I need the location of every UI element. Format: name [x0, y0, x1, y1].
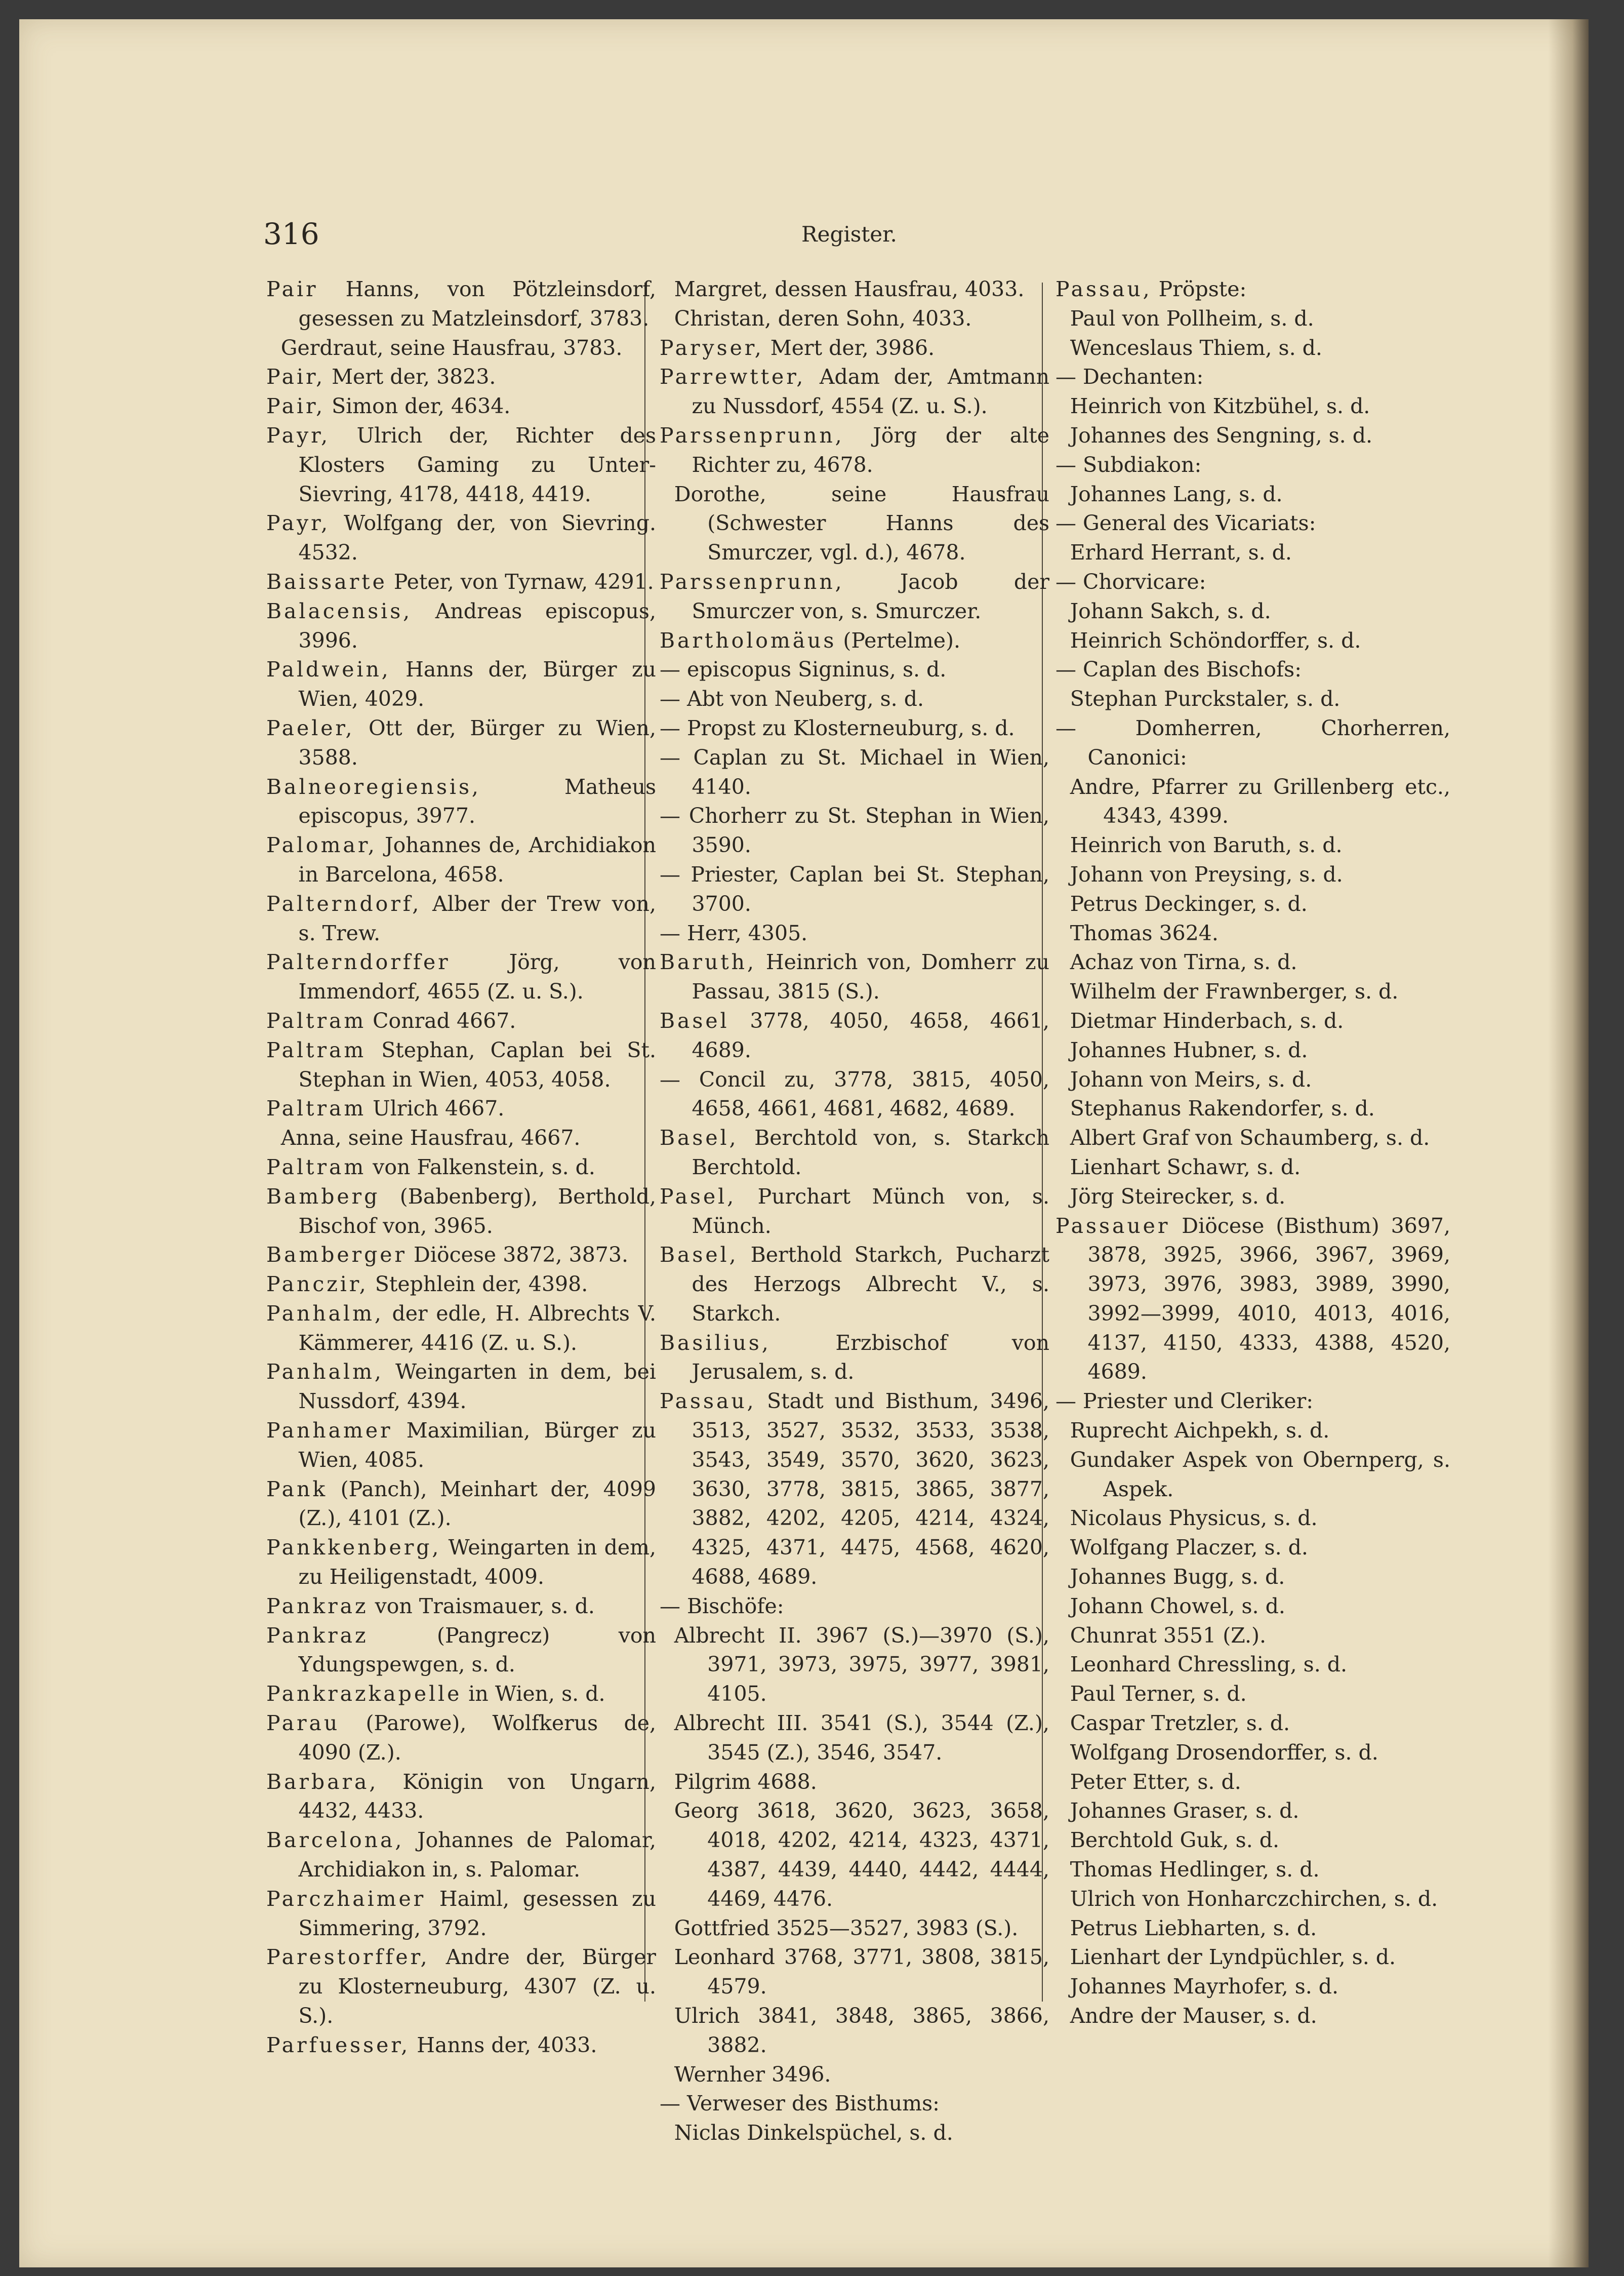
- entry-text: Johann Sakch, s. d.: [1070, 598, 1271, 623]
- index-column-left: [266, 275, 656, 2060]
- entry-text: Jörg der alte Richter zu, 4678.: [692, 423, 1049, 477]
- entry-text: Heinrich Schöndorffer, s. d.: [1070, 628, 1361, 653]
- index-subentry: [660, 2119, 1049, 2148]
- entry-text: — Priester, Caplan bei St. Stephan, 3700.: [660, 862, 1049, 916]
- index-subentry: [660, 1796, 1049, 1913]
- entry-keyword: Basel,: [660, 1243, 739, 1267]
- entry-keyword: Payr,: [266, 511, 331, 536]
- index-subentry: [1055, 1153, 1450, 1182]
- index-subentry: [1055, 1768, 1450, 1797]
- index-subentry: [1055, 1709, 1450, 1738]
- index-entry: [1055, 714, 1450, 773]
- entry-keyword: Pankraz: [266, 1593, 369, 1618]
- index-entry: [266, 363, 656, 392]
- index-subentry: [1055, 1592, 1450, 1621]
- entry-text: Diöcese 3872, 3873.: [407, 1243, 628, 1267]
- entry-text: Weingarten in dem, zu Heiligenstadt, 4009.: [298, 1535, 656, 1589]
- index-entry: [266, 1475, 656, 1534]
- index-entry: [660, 1007, 1049, 1065]
- index-subentry: [1055, 1036, 1450, 1065]
- index-entry: [266, 1153, 656, 1182]
- entry-text: — episcopus Signinus, s. d.: [660, 657, 947, 682]
- entry-keyword: Baissarte: [266, 569, 387, 594]
- entry-text: Leonhard Chressling, s. d.: [1070, 1652, 1348, 1677]
- entry-keyword: Parfuesser,: [266, 2032, 411, 2057]
- entry-text: (Parowe), Wolfkerus de, 4090 (Z.).: [298, 1711, 656, 1765]
- entry-text: Albrecht III. 3541 (S.), 3544 (Z.), 3545 (Z.), 3546, 3547.: [674, 1711, 1049, 1765]
- index-entry: [1055, 509, 1450, 538]
- entry-keyword: Balacensis,: [266, 598, 413, 623]
- entry-text: Johannes Lang, s. d.: [1070, 482, 1283, 506]
- entry-text: Albrecht II. 3967 (S.)—3970 (S.), 3971, 3973, 3975, 3977, 3981, 4105.: [674, 1623, 1049, 1706]
- index-subentry: [1055, 2002, 1450, 2031]
- entry-text: Petrus Deckinger, s. d.: [1070, 891, 1308, 916]
- page-number: 316: [263, 217, 319, 251]
- entry-text: (Pertelme).: [836, 628, 961, 653]
- entry-text: Heinrich von, Domherr zu Passau, 3815 (S.).: [692, 950, 1049, 1004]
- entry-text: — Abt von Neuberg, s. d.: [660, 687, 924, 711]
- index-subentry: [1055, 1885, 1450, 1914]
- entry-text: Christan, deren Sohn, 4033.: [674, 306, 972, 331]
- index-entry: [266, 1007, 656, 1036]
- entry-keyword: Barcelona,: [266, 1828, 404, 1853]
- entry-text: Caspar Tretzler, s. d.: [1070, 1711, 1290, 1736]
- entry-text: Thomas 3624.: [1070, 921, 1219, 945]
- entry-text: Johannes Mayrhofer, s. d.: [1070, 1974, 1339, 1999]
- index-entry: [660, 626, 1049, 656]
- entry-text: Dorothe, seine Hausfrau (Schwester Hanns des Smurczer, vgl. d.), 4678.: [674, 482, 1049, 565]
- entry-text: Johannes des Sengning, s. d.: [1070, 423, 1373, 448]
- entry-text: (Panch), Meinhart der, 4099 (Z.), 4101 (Z.).: [298, 1476, 656, 1531]
- entry-keyword: Parau: [266, 1711, 340, 1736]
- index-entry: [266, 1826, 656, 1885]
- entry-keyword: Bamberg: [266, 1184, 380, 1209]
- index-subentry: [1055, 1094, 1450, 1124]
- entry-text: Johann von Meirs, s. d.: [1070, 1067, 1312, 1092]
- entry-text: Ruprecht Aichpekh, s. d.: [1070, 1418, 1330, 1443]
- entry-text: — Chorvicare:: [1055, 569, 1206, 594]
- index-entry: [1055, 655, 1450, 685]
- index-subentry: [1055, 1738, 1450, 1768]
- entry-text: Pilgrim 4688.: [674, 1769, 817, 1794]
- index-entry: [266, 714, 656, 773]
- entry-keyword: Palomar,: [266, 833, 377, 858]
- index-entry: [660, 568, 1049, 626]
- entry-text: Erhard Herrant, s. d.: [1070, 540, 1292, 565]
- entry-text: Gerdraut, seine Hausfrau, 3783.: [280, 335, 623, 360]
- entry-text: Stephanus Rakendorfer, s. d.: [1070, 1096, 1375, 1121]
- entry-keyword: Barbara,: [266, 1769, 379, 1794]
- entry-keyword: Palterndorf,: [266, 891, 422, 916]
- entry-text: Wolfgang der, von Sievring. 4532.: [298, 511, 656, 565]
- index-column-middle: [660, 275, 1049, 2148]
- entry-text: Berchtold Guk, s. d.: [1070, 1828, 1280, 1853]
- entry-text: Paul von Pollheim, s. d.: [1070, 306, 1314, 331]
- index-entry: [266, 1094, 656, 1124]
- index-subentry: [1055, 1826, 1450, 1855]
- entry-text: Thomas Hedlinger, s. d.: [1070, 1857, 1320, 1882]
- entry-keyword: Baruth,: [660, 950, 756, 975]
- entry-text: Mert der, 3823.: [325, 365, 496, 389]
- entry-keyword: Bartholomäus: [660, 628, 837, 653]
- index-subentry: [660, 304, 1049, 334]
- index-subentry: [660, 275, 1049, 304]
- entry-text: Wenceslaus Thiem, s. d.: [1070, 335, 1322, 360]
- entry-text: Wilhelm der Frawnberger, s. d.: [1070, 979, 1399, 1004]
- entry-keyword: Basel: [660, 1008, 729, 1033]
- index-subentry: [660, 1768, 1049, 1797]
- entry-keyword: Parssenprunn,: [660, 569, 844, 594]
- index-entry: [660, 948, 1049, 1007]
- entry-text: Weingarten in dem, bei Nussdorf, 4394.: [298, 1360, 656, 1414]
- index-entry: [660, 334, 1049, 363]
- index-subentry: [1055, 1914, 1450, 1943]
- index-subentry: [1055, 1446, 1450, 1504]
- index-entry: [266, 1768, 656, 1826]
- entry-text: — Propst zu Klosterneuburg, s. d.: [660, 715, 1015, 740]
- entry-text: Andre der, Bürger zu Klosterneuburg, 4307 (Z. u. S.).: [298, 1945, 656, 2028]
- entry-text: Matheus episcopus, 3977.: [298, 774, 656, 828]
- index-subentry: [1055, 392, 1450, 421]
- index-subentry: [1055, 1563, 1450, 1592]
- entry-keyword: Paltram: [266, 1008, 367, 1033]
- entry-text: Haiml, gesessen zu Simmering, 3792.: [298, 1886, 656, 1940]
- index-subentry: [1055, 685, 1450, 714]
- index-subentry: [1055, 538, 1450, 568]
- entry-text: Simon der, 4634.: [325, 394, 511, 419]
- entry-text: Pröpste:: [1152, 277, 1247, 301]
- entry-keyword: Pankkenberg,: [266, 1535, 441, 1560]
- index-entry: [660, 1592, 1049, 1621]
- index-entry: [266, 509, 656, 568]
- index-subentry: [660, 2060, 1049, 2090]
- index-entry: [1055, 275, 1450, 304]
- index-entry: [1055, 568, 1450, 597]
- entry-text: Lienhart der Lyndpüchler, s. d.: [1070, 1945, 1396, 1970]
- index-entry: [266, 1943, 656, 2030]
- entry-text: — General des Vicariats:: [1055, 511, 1316, 536]
- index-subentry: [1055, 773, 1450, 831]
- entry-text: Alber der Trew von, s. Trew.: [298, 891, 656, 945]
- entry-text: der edle, H. Albrechts V. Kämmerer, 4416 (Z. u. S.).: [298, 1301, 656, 1355]
- index-entry: [660, 743, 1049, 802]
- entry-keyword: Pank: [266, 1476, 328, 1501]
- index-subentry: [1055, 626, 1450, 656]
- index-entry: [266, 1709, 656, 1768]
- index-entry: [266, 392, 656, 421]
- index-subentry: [266, 1124, 656, 1153]
- index-column-right: [1055, 275, 1450, 2031]
- index-subentry: [1055, 1007, 1450, 1036]
- index-entry: [660, 919, 1049, 948]
- entry-text: von Traismauer, s. d.: [368, 1593, 595, 1618]
- entry-text: — Subdiakon:: [1055, 452, 1202, 477]
- index-subentry: [1055, 1621, 1450, 1651]
- entry-keyword: Bamberger: [266, 1243, 407, 1267]
- entry-keyword: Payr,: [266, 423, 331, 448]
- index-subentry: [1055, 977, 1450, 1007]
- index-entry: [266, 1036, 656, 1095]
- index-entry: [266, 890, 656, 948]
- index-subentry: [1055, 1504, 1450, 1533]
- index-subentry: [1055, 919, 1450, 948]
- entry-text: Johannes de Palomar, Archidiakon in, s. Palomar.: [298, 1828, 656, 1882]
- index-entry: [660, 421, 1049, 480]
- entry-keyword: Paryser,: [660, 335, 764, 360]
- index-subentry: [1055, 1533, 1450, 1563]
- index-subentry: [1055, 1943, 1450, 1972]
- entry-keyword: Pasel,: [660, 1184, 737, 1209]
- index-entry: [266, 1533, 656, 1592]
- entry-text: Ott der, Bürger zu Wien, 3588.: [298, 715, 656, 770]
- entry-text: Andre, Pfarrer zu Grillenberg etc., 4343, 4399.: [1070, 774, 1450, 828]
- index-entry: [660, 1241, 1049, 1328]
- entry-keyword: Pair: [266, 277, 318, 301]
- index-entry: [266, 275, 656, 334]
- entry-text: Jörg Steirecker, s. d.: [1070, 1184, 1286, 1209]
- entry-text: Stephan Purckstaler, s. d.: [1070, 687, 1341, 711]
- entry-text: Peter, von Tyrnaw, 4291.: [387, 569, 654, 594]
- entry-text: in Wien, s. d.: [462, 1682, 605, 1706]
- entry-keyword: Pair,: [266, 394, 326, 419]
- entry-text: Achaz von Tirna, s. d.: [1070, 950, 1297, 975]
- entry-text: Maximilian, Bürger zu Wien, 4085.: [298, 1418, 656, 1472]
- entry-text: Hanns der, 4033.: [410, 2032, 597, 2057]
- entry-text: Lienhart Schawr, s. d.: [1070, 1154, 1301, 1179]
- index-subentry: [660, 1709, 1049, 1768]
- entry-keyword: Pair,: [266, 365, 326, 389]
- index-entry: [266, 1357, 656, 1416]
- index-subentry: [1055, 480, 1450, 509]
- entry-text: 3778, 4050, 4658, 4661, 4689.: [692, 1008, 1049, 1062]
- entry-text: — Priester und Cleriker:: [1055, 1389, 1314, 1414]
- entry-text: — Verweser des Bisthums:: [660, 2091, 940, 2116]
- index-entry: [266, 1241, 656, 1270]
- entry-text: Albert Graf von Schaumberg, s. d.: [1070, 1126, 1430, 1150]
- index-subentry: [660, 1914, 1049, 1943]
- entry-keyword: Panhalm,: [266, 1360, 384, 1384]
- entry-keyword: Passau,: [1055, 277, 1152, 301]
- entry-text: Diöcese (Bisthum) 3697, 3878, 3925, 3966, 3967, 3969, 3973, 3976, 3983, 3989, 3990, 3992—3999, 4010, 4013, 4016, 4137, 4150, 4333, 4388, 4520, 4689.: [1087, 1213, 1450, 1384]
- entry-text: von Falkenstein, s. d.: [366, 1154, 595, 1179]
- entry-text: Margret, dessen Hausfrau, 4033.: [674, 277, 1025, 301]
- index-entry: [266, 1416, 656, 1475]
- entry-keyword: Basel,: [660, 1126, 739, 1150]
- index-subentry: [1055, 890, 1450, 919]
- index-entry: [266, 948, 656, 1007]
- index-subentry: [1055, 1972, 1450, 2002]
- index-subentry: [1055, 1124, 1450, 1153]
- index-entry: [266, 597, 656, 656]
- index-subentry: [1055, 1065, 1450, 1095]
- entry-keyword: Balneoregiensis,: [266, 774, 481, 799]
- entry-text: Peter Etter, s. d.: [1070, 1769, 1241, 1794]
- entry-text: Hanns, von Pötzleinsdorf, gesessen zu Matzleinsdorf, 3783.: [298, 277, 656, 331]
- index-subentry: [1055, 1650, 1450, 1680]
- entry-text: Andre der Mauser, s. d.: [1070, 2004, 1317, 2028]
- index-subentry: [660, 480, 1049, 568]
- entry-text: Wernher 3496.: [674, 2062, 831, 2087]
- entry-keyword: Panhalm,: [266, 1301, 384, 1326]
- index-entry: [266, 1299, 656, 1358]
- entry-text: Johannes Bugg, s. d.: [1070, 1565, 1285, 1589]
- entry-text: (Pangrecz) von Ydungspewgen, s. d.: [298, 1623, 656, 1677]
- entry-text: Niclas Dinkelspüchel, s. d.: [674, 2121, 953, 2145]
- index-entry: [266, 1182, 656, 1241]
- book-page: [19, 19, 1589, 2267]
- entry-keyword: Paltram: [266, 1096, 367, 1121]
- index-entry: [660, 1065, 1049, 1124]
- entry-text: — Bischöfe:: [660, 1593, 784, 1618]
- entry-keyword: Panczir,: [266, 1272, 369, 1297]
- entry-keyword: Parssenprunn,: [660, 423, 844, 448]
- index-entry: [660, 1124, 1049, 1182]
- entry-text: Ulrich 3841, 3848, 3865, 3866, 3882.: [674, 2004, 1049, 2057]
- index-entry: [660, 2089, 1049, 2119]
- entry-text: Georg 3618, 3620, 3623, 3658, 4018, 4202, 4214, 4323, 4371, 4387, 4439, 4440, 4442, 4444, 4469, 4476.: [674, 1799, 1049, 1911]
- entry-text: (Babenberg), Berthold, Bischof von, 3965.: [298, 1184, 656, 1238]
- entry-text: Jacob der Smurczer von, s. Smurczer.: [692, 569, 1049, 623]
- entry-text: Anna, seine Hausfrau, 4667.: [280, 1126, 581, 1150]
- entry-keyword: Parczhaimer: [266, 1886, 426, 1911]
- entry-text: Leonhard 3768, 3771, 3808, 3815, 4579.: [674, 1945, 1049, 1999]
- entry-text: Chunrat 3551 (Z.).: [1070, 1623, 1267, 1648]
- index-entry: [266, 1621, 656, 1680]
- entry-text: Stephan, Caplan bei St. Stephan in Wien, 4053, 4058.: [298, 1037, 656, 1092]
- entry-text: Wolfgang Drosendorffer, s. d.: [1070, 1740, 1378, 1765]
- entry-text: Heinrich von Baruth, s. d.: [1070, 833, 1343, 858]
- entry-keyword: Pankrazkapelle: [266, 1682, 462, 1706]
- index-entry: [1055, 1387, 1450, 1416]
- index-entry: [660, 685, 1049, 714]
- entry-text: Johannes Graser, s. d.: [1070, 1799, 1300, 1823]
- index-entry: [266, 1680, 656, 1709]
- entry-text: Stephlein der, 4398.: [368, 1272, 588, 1297]
- entry-text: Johann Chowel, s. d.: [1070, 1593, 1285, 1618]
- entry-text: Nicolaus Physicus, s. d.: [1070, 1506, 1318, 1531]
- entry-text: Hanns der, Bürger zu Wien, 4029.: [298, 657, 656, 711]
- index-subentry: [1055, 597, 1450, 626]
- index-entry: [1055, 363, 1450, 392]
- entry-text: — Domherren, Chorherren, Canonici:: [1055, 715, 1450, 770]
- index-entry: [660, 860, 1049, 919]
- entry-keyword: Passau,: [660, 1389, 756, 1414]
- index-entry: [1055, 451, 1450, 480]
- index-subentry: [660, 1621, 1049, 1709]
- entry-text: Berthold Starkch, Pucharzt des Herzogs Albrecht V., s. Starkch.: [692, 1243, 1049, 1326]
- entry-text: — Caplan zu St. Michael in Wien, 4140.: [660, 745, 1049, 799]
- index-entry: [266, 568, 656, 597]
- entry-keyword: Panhamer: [266, 1418, 393, 1443]
- index-subentry: [1055, 1680, 1450, 1709]
- entry-text: Andreas episcopus, 3996.: [298, 598, 656, 653]
- entry-text: Stadt und Bisthum, 3496, 3513, 3527, 3532, 3533, 3538, 3543, 3549, 3570, 3620, 3623, 3630, 3778, 3815, 3865, 3877, 3882, 4202, 4205, 4214, 4324, 4325, 4371, 4475, 4568, 4620, 4688, 4689.: [692, 1389, 1049, 1589]
- index-entry: [266, 421, 656, 509]
- index-entry: [660, 802, 1049, 860]
- entry-text: Mert der, 3986.: [763, 335, 935, 360]
- entry-text: Berchtold von, s. Starkch Berchtold.: [692, 1126, 1049, 1179]
- index-entry: [266, 2031, 656, 2060]
- index-entry: [660, 714, 1049, 743]
- index-entry: [1055, 1212, 1450, 1387]
- entry-text: Johannes de, Archidiakon in Barcelona, 4658.: [298, 833, 656, 887]
- entry-text: Ulrich von Honharczchirchen, s. d.: [1070, 1886, 1438, 1911]
- entry-text: Heinrich von Kitzbühel, s. d.: [1070, 394, 1370, 419]
- entry-text: Ulrich 4667.: [366, 1096, 505, 1121]
- index-entry: [266, 1270, 656, 1299]
- entry-keyword: Paltram: [266, 1037, 367, 1062]
- index-subentry: [1055, 334, 1450, 363]
- entry-keyword: Pankraz: [266, 1623, 369, 1648]
- entry-text: — Dechanten:: [1055, 365, 1204, 389]
- running-head: Register.: [801, 222, 897, 247]
- index-entry: [660, 1329, 1049, 1387]
- index-entry: [660, 1182, 1049, 1241]
- entry-text: Jörg, von Immendorf, 4655 (Z. u. S.).: [298, 950, 656, 1004]
- entry-text: Conrad 4667.: [366, 1008, 516, 1033]
- entry-keyword: Parestorffer,: [266, 1945, 430, 1970]
- entry-text: Johann von Preysing, s. d.: [1070, 862, 1343, 887]
- index-subentry: [660, 2002, 1049, 2060]
- entry-text: Johannes Hubner, s. d.: [1070, 1037, 1308, 1062]
- entry-keyword: Parrewtter,: [660, 365, 806, 389]
- entry-keyword: Paldwein,: [266, 657, 391, 682]
- entry-text: — Chorherr zu St. Stephan in Wien, 3590.: [660, 804, 1049, 858]
- index-entry: [266, 773, 656, 831]
- index-subentry: [1055, 1416, 1450, 1446]
- index-subentry: [1055, 1855, 1450, 1885]
- index-subentry: [1055, 948, 1450, 977]
- index-entry: [660, 655, 1049, 685]
- book-spine-shadow: [1548, 19, 1589, 2267]
- entry-keyword: Passauer: [1055, 1213, 1170, 1238]
- entry-text: Petrus Liebharten, s. d.: [1070, 1915, 1317, 1940]
- entry-keyword: Basilius,: [660, 1330, 771, 1355]
- index-subentry: [266, 334, 656, 363]
- index-entry: [266, 831, 656, 890]
- entry-text: Dietmar Hinderbach, s. d.: [1070, 1008, 1344, 1033]
- entry-text: Gottfried 3525—3527, 3983 (S.).: [674, 1915, 1019, 1940]
- entry-text: — Herr, 4305.: [660, 921, 808, 945]
- index-entry: [266, 655, 656, 714]
- entry-text: Adam der, Amtmann zu Nussdorf, 4554 (Z. u. S.).: [692, 365, 1049, 419]
- entry-text: Gundaker Aspek von Obernperg, s. Aspek.: [1070, 1447, 1450, 1501]
- index-subentry: [660, 1943, 1049, 2002]
- index-entry: [266, 1592, 656, 1621]
- entry-keyword: Paltram: [266, 1154, 367, 1179]
- entry-text: Purchart Münch von, s. Münch.: [692, 1184, 1049, 1238]
- entry-text: Ulrich der, Richter des Klosters Gaming zu Unter-Sievring, 4178, 4418, 4419.: [298, 423, 656, 506]
- entry-keyword: Paeler,: [266, 715, 355, 740]
- index-entry: [660, 1387, 1049, 1592]
- index-subentry: [1055, 304, 1450, 334]
- index-subentry: [1055, 1182, 1450, 1212]
- index-subentry: [1055, 860, 1450, 890]
- index-subentry: [1055, 1796, 1450, 1826]
- entry-text: — Concil zu, 3778, 3815, 4050, 4658, 4661, 4681, 4682, 4689.: [660, 1067, 1049, 1121]
- entry-text: Wolfgang Placzer, s. d.: [1070, 1535, 1308, 1560]
- entry-keyword: Palterndorffer: [266, 950, 451, 975]
- entry-text: — Caplan des Bischofs:: [1055, 657, 1302, 682]
- index-subentry: [1055, 831, 1450, 860]
- entry-text: Erzbischof von Jerusalem, s. d.: [692, 1330, 1049, 1384]
- index-entry: [660, 363, 1049, 421]
- entry-text: Paul Terner, s. d.: [1070, 1682, 1247, 1706]
- entry-text: Königin von Ungarn, 4432, 4433.: [298, 1769, 656, 1823]
- index-entry: [266, 1885, 656, 1943]
- index-subentry: [1055, 421, 1450, 451]
